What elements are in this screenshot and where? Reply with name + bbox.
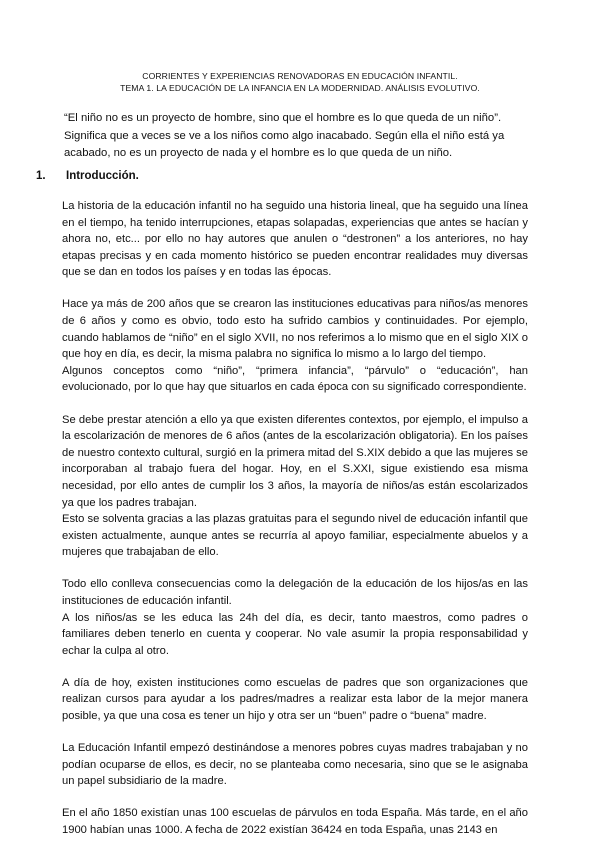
paragraph: La historia de la educación infantil no ha seguido una historia lineal, que ha seguido una línea en el tiempo, ha tenido interrupciones, etapas solapadas, experiencias que antes se hacían y ahora no, etc... por ello no hay autores que anulen o “destronen” a los anteriores, no hay etapas precisas y en cada momento histórico se pueden encontrar realidades muy diversas que se dan en todos los países y en todas las épocas. [62, 200, 528, 279]
paragraph: En el año 1850 existían unas 100 escuelas de párvulos en toda España. Más tarde, en el año 1900 habían unas 1000. A fecha de 2022 existían 36424 en toda España, unas 2143 en [62, 807, 528, 836]
paragraph: Hace ya más de 200 años que se crearon las instituciones educativas para niños/as menores de 6 años y como es obvio, todo esto ha sufrido cambios y continuidades. Por ejemplo, cuando hablamos de “niño” en el siglo XVII, no nos referimos a lo mismo que en el siglo XIX o que hoy en día, es decir, la misma palabra no significa lo mismo a lo largo del tiempo. [62, 298, 528, 361]
document-header [60, 70, 540, 94]
opening-quote-block [64, 110, 526, 163]
paragraph: A los niños/as se les educa las 24h del día, es decir, tanto maestros, como padres o familiares deben tenerlo en cuenta y cooperar. No vale asumir la propia responsabilidad y echar la culpa al otro. [62, 611, 528, 657]
quote-explanation: Significa que a veces se ve a los niños como algo inacabado. Según ella el niño está ya acabado, no es un proyecto de nada y el hombre es lo que queda de un niño. [64, 129, 505, 159]
header-topic-title: TEMA 1. LA EDUCACIÓN DE LA INFANCIA EN LA MODERNIDAD. ANÁLISIS EVOLUTIVO. [120, 83, 480, 93]
section-title: Introducción. [66, 170, 139, 182]
paragraph: La Educación Infantil empezó destinándose a menores pobres cuyas madres trabajaban y no podían ocuparse de ellos, es decir, no se planteaba como necesaria, sino que se le asignaba un papel subsidiario de la madre. [62, 742, 528, 788]
header-course-title: CORRIENTES Y EXPERIENCIAS RENOVADORAS EN EDUCACIÓN INFANTIL. [142, 71, 458, 81]
section-body [62, 198, 528, 854]
paragraph: Se debe prestar atención a ello ya que existen diferentes contextos, por ejemplo, el impulso a la escolarización de menores de 6 años (antes de la escolarización obligatoria). En los países de nuestro contexto cultural, surgió en la primera mitad del S.XIX debido a que las mujeres se incorporaban al trabajo fuera del hogar. Hoy, en el S.XXI, sigue existiendo esa misma necesidad, por ello antes de cumplir los 3 años, la mayoría de niños/as están escolarizados ya que los padres trabajan. [62, 413, 528, 509]
paragraph: A día de hoy, existen instituciones como escuelas de padres que son organizaciones que realizan cursos para ayudar a los padres/madres a realizar esta labor de la mejor manera posible, ya que una cosa es tener un hijo y otra ser un “buen” padre o “buena” madre. [62, 676, 528, 723]
quote-text: “El niño no es un proyecto de hombre, sino que el hombre es lo que queda de un niño”. [64, 112, 502, 124]
section-number: 1. [36, 170, 46, 182]
paragraph: Esto se solventa gracias a las plazas gratuitas para el segundo nivel de educación infantil que existen actualmente, aunque antes se recurría al apoyo familiar, especialmente abuelos y a mujeres que trabajaban de ello. [62, 513, 528, 559]
section-heading [36, 169, 139, 183]
paragraph: Todo ello conlleva consecuencias como la delegación de la educación de los hijos/as en las instituciones de educación infantil. [62, 578, 528, 607]
paragraph: Algunos conceptos como “niño”, “primera infancia”, “párvulo” o “educación”, han evolucionado, por lo que hay que situarlos en cada época con su significado correspondiente. [62, 364, 528, 394]
